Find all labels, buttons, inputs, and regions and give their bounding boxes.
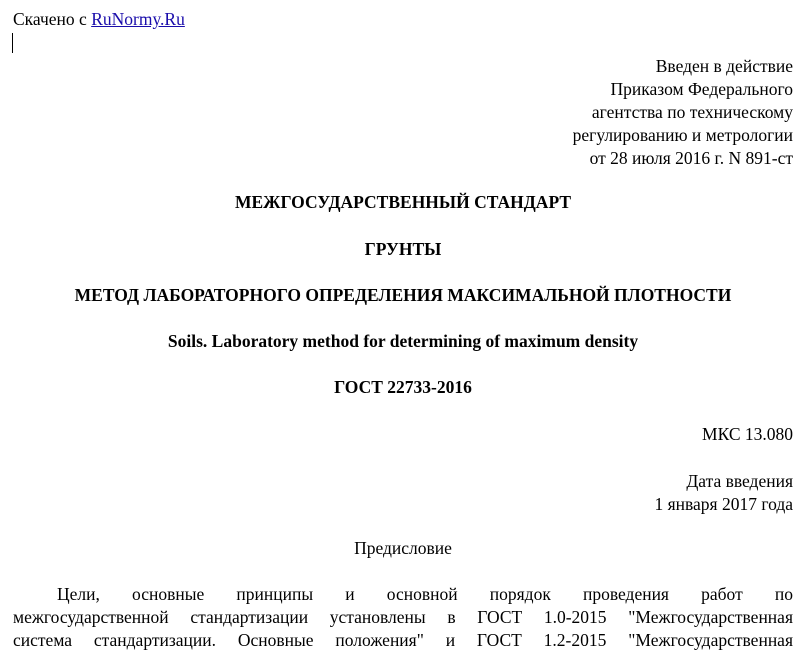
source-prefix: Скачено с <box>13 9 92 29</box>
introduction-date-block <box>654 470 793 516</box>
enactment-line: Приказом Федерального <box>610 79 793 99</box>
enactment-line: агентства по техническому <box>591 102 793 122</box>
enactment-block <box>573 55 793 170</box>
foreword-paragraph <box>13 583 793 652</box>
mks-code: МКС 13.080 <box>702 424 793 444</box>
enactment-line: Введен в действие <box>655 56 793 76</box>
text-cursor <box>12 33 13 53</box>
source-link[interactable]: RuNormy.Ru <box>91 9 185 29</box>
source-line <box>13 8 185 30</box>
enactment-line: от 28 июля 2016 г. N 891-ст <box>589 148 793 168</box>
introduction-date-label: Дата введения <box>686 471 793 491</box>
foreword-line: Цели, основные принципы и основной порядок проведения работ по <box>57 584 793 604</box>
foreword-line: система стандартизации. Основные положения" и ГОСТ 1.2-2015 "Межгосударственная <box>13 630 793 650</box>
heading-method-title: МЕТОД ЛАБОРАТОРНОГО ОПРЕДЕЛЕНИЯ МАКСИМАЛЬНОЙ ПЛОТНОСТИ <box>74 285 732 305</box>
heading-soils: ГРУНТЫ <box>364 239 442 259</box>
foreword-title: Предисловие <box>354 538 452 558</box>
foreword-line: межгосударственной стандартизации установлены в ГОСТ 1.0-2015 "Межгосударственная <box>13 607 793 627</box>
gost-number: ГОСТ 22733-2016 <box>334 377 472 397</box>
heading-english-title: Soils. Laboratory method for determining of maximum density <box>167 331 639 351</box>
heading-interstate-standard: МЕЖГОСУДАРСТВЕННЫЙ СТАНДАРТ <box>234 192 572 212</box>
introduction-date-value: 1 января 2017 года <box>654 494 793 514</box>
enactment-line: регулированию и метрологии <box>572 125 793 145</box>
